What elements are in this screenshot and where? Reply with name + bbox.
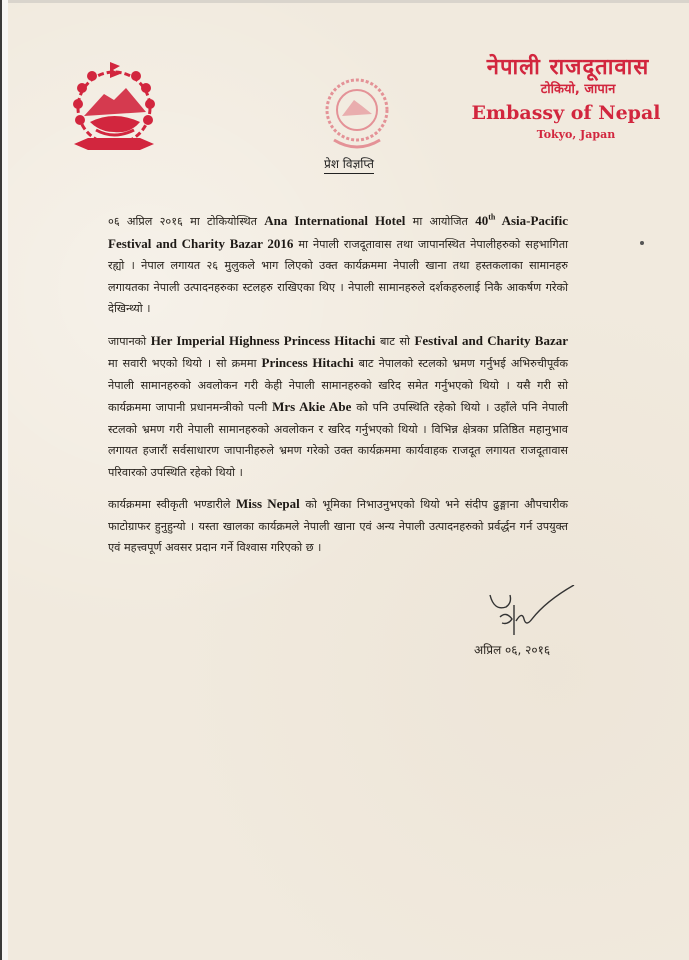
paper-speck: [640, 241, 644, 245]
paragraph-1: ०६ अप्रिल २०१६ मा टोकियोस्थित Ana International Hotel मा आयोजित 40th Asia-Pacific Festival and Charity Bazar 2016 मा नेपाली राजदूतावास तथा जापानस्थित नेपालीहरुको सहभागिता रह्यो । नेपाल लगायत २६ मुलुकले भाग लिएको उक्त कार्यक्रममा नेपाली खाना तथा हस्तकलाका सामानहरु लगायतका नेपाली उत्पादनहरुका स्टलहरु राखिएका थिए । नेपाली सामानहरुले दर्शकहरुलाई निकै आकर्षण गरेको देखिन्थ्यो ।: [108, 212, 569, 315]
signature-date: अप्रिल ०६, २०१६: [474, 643, 551, 657]
nepal-coat-of-arms-icon: [60, 60, 168, 160]
paragraph-3: कार्यक्रममा स्वीकृती भण्डारीले Miss Nepal को भूमिका निभाउनुभएको थियो भने संदीप ढुङ्गाना औपचारीक फाटोग्राफर हुनुहुन्यो । यस्ता खालका कार्यक्रमले नेपाली खाना एवं अन्य नेपाली उत्पादनहरुको प्रर्वर्द्धन गर्न उपयुक्त एवं महत्त्वपूर्ण अवसर प्रदान गर्ने विश्वास गरिएको छ ।: [108, 496, 568, 554]
embassy-city-nepali: टोकियो, जापान: [540, 82, 616, 97]
handwritten-signature-icon: [486, 585, 576, 637]
press-release-body: [108, 210, 568, 569]
press-release-title: प्रेश विज्ञप्ति: [324, 155, 374, 174]
paragraph-2: जापानको Her Imperial Highness Princess Hitachi बाट सो Festival and Charity Bazar मा सवारी भएको थियो । सो क्रममा Princess Hitachi बाट नेपालको स्टलको भ्रमण गर्नुभई अभिरुचीपूर्वक नेपाली सामानहरुको अवलोकन गरी केही नेपाली सामानहरुको खरिद समेत गर्नुभएको थियो । यसै गरी सो कार्यक्रममा जापानी प्रधानमन्त्रीको पत्नी Mrs Akie Abe को पनि उपस्थिति रहेको थियो । उहाँले पनि नेपाली स्टलको भ्रमण गरी नेपाली सामानहरुको अवलोकन र खरिद गर्नुभएको थियो । विभिन्न क्षेत्रका प्रतिष्ठित महानुभाव लगायत हजारौं सर्वसाधारण जापानीहरुले भ्रमण गरेको उक्त कार्यक्रममा कार्यवाहक राजदूत लगायत राजदूतावास परिवारको उपस्थिति रहेको थियो ।: [108, 332, 568, 479]
embassy-letterhead: [428, 55, 688, 143]
embassy-city-english: Tokyo, Japan: [536, 128, 616, 141]
embassy-name-nepali: नेपाली राजदूतावास: [486, 55, 650, 80]
scan-left-edge: [0, 0, 8, 960]
embassy-name-english: Embassy of Nepal: [471, 102, 661, 124]
embassy-seal-stamp-icon: [312, 70, 402, 160]
letterhead-page: [8, 3, 689, 960]
